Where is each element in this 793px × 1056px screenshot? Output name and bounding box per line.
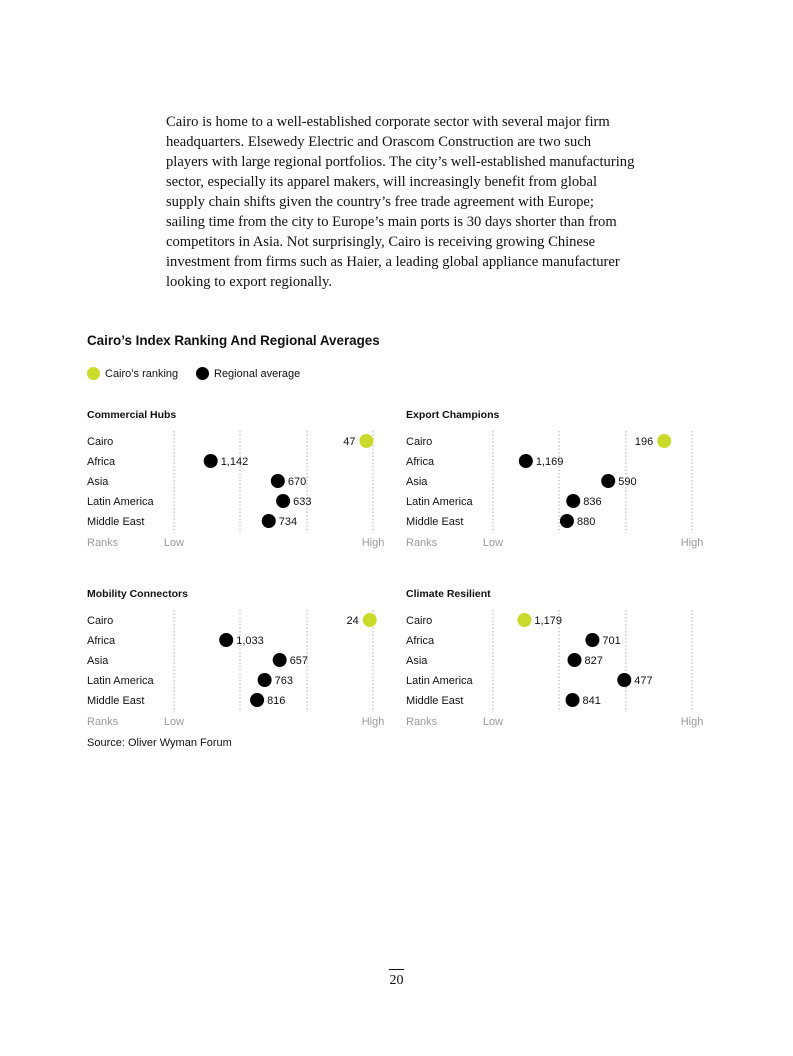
data-label: 841 [582,695,601,707]
axis-high-label: High [680,716,704,728]
legend-cairo-dot [87,367,100,380]
category-label: Latin America [406,675,473,687]
data-label: 734 [278,516,298,528]
axis-high-label: High [361,716,385,728]
page-number: 20 [389,973,404,988]
category-label: Cairo [406,436,433,448]
regional-average-dot [258,673,272,687]
category-label: Africa [406,635,435,647]
regional-average-dot [560,514,574,528]
data-label: 827 [584,655,603,667]
category-label: Middle East [406,516,464,528]
category-label: Africa [87,456,116,468]
cairo-ranking-dot [363,613,377,627]
panel-title: Climate Resilient [406,588,491,600]
data-label: 633 [293,496,312,508]
cairo-ranking-dot [359,434,373,448]
category-label: Asia [406,655,428,667]
regional-average-dot [566,494,580,508]
legend-regional-label: Regional average [214,368,301,380]
category-label: Cairo [87,615,114,627]
panel-mobility-connectors [87,588,384,728]
category-label: Middle East [406,695,464,707]
category-label: Cairo [87,436,114,448]
category-label: Latin America [87,675,154,687]
legend-cairo-label: Cairo’s ranking [105,368,179,380]
axis-low-label: Low [482,537,504,549]
data-label: 880 [576,516,596,528]
panel-title: Mobility Connectors [87,588,188,600]
regional-average-dot [566,693,580,707]
regional-average-dot [204,454,218,468]
category-label: Asia [406,476,428,488]
axis-ranks-label: Ranks [87,716,119,728]
data-label: 24 [346,615,359,627]
cairo-ranking-dot [517,613,531,627]
category-label: Asia [87,655,109,667]
axis-low-label: Low [163,537,185,549]
data-label: 1,179 [534,615,562,627]
axis-ranks-label: Ranks [406,716,438,728]
regional-average-dot [262,514,276,528]
regional-average-dot [568,653,582,667]
regional-average-dot [219,633,233,647]
regional-average-dot [585,633,599,647]
axis-low-label: Low [482,716,504,728]
category-label: Cairo [406,615,433,627]
data-label: 763 [274,675,293,687]
panel-climate-resilient [406,588,703,728]
axis-low-label: Low [163,716,185,728]
legend-regional-dot [196,367,209,380]
regional-average-dot [273,653,287,667]
data-label: 701 [602,635,621,647]
cairo-ranking-dot [657,434,671,448]
data-label: 1,169 [535,456,564,468]
regional-average-dot [617,673,631,687]
data-label: 670 [287,476,307,488]
regional-average-dot [601,474,615,488]
data-label: 657 [289,655,309,667]
regional-average-dot [250,693,264,707]
regional-average-dot [271,474,285,488]
axis-high-label: High [361,537,385,549]
category-label: Africa [406,456,435,468]
regional-average-dot [276,494,290,508]
panel-title: Export Champions [406,409,500,421]
panel-export-champions [406,409,703,549]
axis-ranks-label: Ranks [87,537,119,549]
category-label: Africa [87,635,116,647]
data-label: 1,033 [236,635,264,647]
data-label: 477 [634,675,653,687]
chart-title: Cairo’s Index Ranking And Regional Averages [87,333,380,348]
panel-commercial-hubs [87,409,384,549]
category-label: Asia [87,476,109,488]
category-label: Latin America [87,496,154,508]
data-label: 836 [583,496,602,508]
data-label: 590 [618,476,637,488]
category-label: Latin America [406,496,473,508]
axis-ranks-label: Ranks [406,537,438,549]
data-label: 196 [634,436,654,448]
data-label: 47 [343,436,356,448]
axis-high-label: High [680,537,704,549]
page-number-rule [389,969,404,970]
regional-average-dot [519,454,533,468]
category-label: Middle East [87,516,145,528]
category-label: Middle East [87,695,145,707]
panel-title: Commercial Hubs [87,409,177,421]
source-note: Source: Oliver Wyman Forum [87,737,232,749]
body-paragraph: Cairo is home to a well-established corporate sector with several major firm headquarters. Elsewedy Electric and Orascom Construction are two such players with large regional portfolios. The city’s well-established manufacturing sector, especially its apparel makers, will increasingly benefit from global supply chain shifts given the country’s free trade agreement with Europe; sailing time from the city to Europe’s main ports is 30 days shorter than from competitors in Asia. Not surprisingly, Cairo is receiving growing Chinese investment from firms such as Haier, a leading global appliance manufacturer looking to export regionally. [166,114,635,290]
data-label: 1,142 [220,456,249,468]
data-label: 816 [267,695,286,707]
